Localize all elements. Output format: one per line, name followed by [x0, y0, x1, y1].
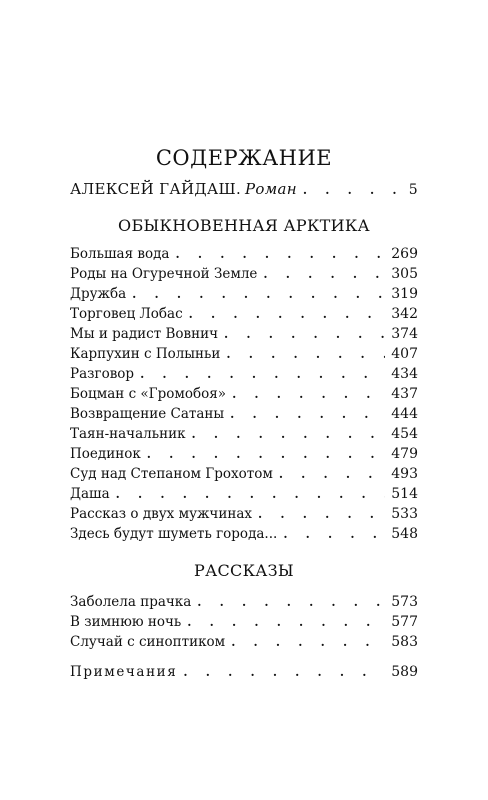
toc-entry-notes	[70, 664, 418, 684]
leader-dots	[279, 467, 385, 481]
entry-title: В зимнюю ночь	[70, 614, 182, 630]
section-title-stories: РАССКАЗЫ	[194, 561, 294, 580]
leader-dots	[231, 635, 385, 649]
leader-dots	[197, 595, 385, 609]
page-number: 319	[391, 286, 418, 302]
entry-title: АЛЕКСЕЙ ГАЙДАШ.	[70, 180, 242, 198]
toc-entry	[70, 406, 418, 426]
toc-entry	[70, 286, 418, 306]
page-number: 514	[391, 486, 418, 502]
page-number: 342	[391, 306, 418, 322]
leader-dots	[224, 327, 385, 341]
page-number: 589	[391, 664, 418, 680]
leader-dots	[189, 307, 386, 321]
page-number: 548	[391, 526, 418, 542]
page-number: 444	[391, 406, 418, 422]
page-number: 583	[391, 634, 418, 650]
leader-dots	[116, 487, 386, 501]
leader-dots	[230, 407, 385, 421]
toc-entry-main	[70, 180, 418, 200]
toc-entry	[70, 426, 418, 446]
toc-entry	[70, 346, 418, 366]
leader-dots	[187, 615, 385, 629]
toc-entry	[70, 246, 418, 266]
entry-title: Здесь будут шуметь города...	[70, 526, 278, 542]
entry-title: Карпухин с Полыньи	[70, 346, 221, 362]
toc-entry	[70, 326, 418, 346]
page-number: 577	[391, 614, 418, 630]
toc-entry	[70, 506, 418, 526]
page-number: 269	[391, 246, 418, 262]
entry-title: Роды на Огуречной Земле	[70, 266, 258, 282]
section-title-arctic: ОБЫКНОВЕННАЯ АРКТИКА	[118, 216, 370, 235]
page-number: 374	[391, 326, 418, 342]
leader-dots	[147, 447, 386, 461]
entry-title: Таян-начальник	[70, 426, 186, 442]
entry-title: Рассказ о двух мужчинах	[70, 506, 253, 522]
toc-title: СОДЕРЖАНИЕ	[155, 146, 333, 170]
page-number: 454	[391, 426, 418, 442]
entry-title: Заболела прачка	[70, 594, 192, 610]
entry-title: Дружба	[70, 286, 127, 302]
entry-title: Даша	[70, 486, 110, 502]
leader-dots	[140, 367, 385, 381]
leader-dots	[283, 527, 385, 541]
entry-title: Суд над Степаном Грохотом	[70, 466, 273, 482]
page-number: 573	[391, 594, 418, 610]
page-number: 533	[391, 506, 418, 522]
toc-entry	[70, 266, 418, 286]
entry-title: Поединок	[70, 446, 141, 462]
page-number: 493	[391, 466, 418, 482]
toc-entry	[70, 446, 418, 466]
leader-dots	[226, 347, 385, 361]
entry-title: Боцман с «Громобоя»	[70, 386, 227, 402]
entry-title: Торговец Лобас	[70, 306, 183, 322]
leader-dots	[132, 287, 385, 301]
entry-title: Случай с синоптиком	[70, 634, 226, 650]
leader-dots	[192, 427, 386, 441]
page-number: 437	[391, 386, 418, 402]
leader-dots	[258, 507, 385, 521]
entry-title: Разговор	[70, 366, 135, 382]
leader-dots	[263, 267, 385, 281]
leader-dots	[175, 247, 385, 261]
entry-note: Роман	[245, 180, 297, 198]
toc-entry	[70, 386, 418, 406]
entry-title: Большая вода	[70, 246, 170, 262]
page-number: 5	[408, 182, 418, 198]
page-number: 434	[391, 366, 418, 382]
entry-title: Примечания	[70, 664, 178, 680]
leader-dots	[232, 387, 385, 401]
page-number: 407	[391, 346, 418, 362]
toc-entry	[70, 366, 418, 386]
entry-title: Возвращение Сатаны	[70, 406, 225, 422]
toc-entry	[70, 634, 418, 654]
toc-entry	[70, 486, 418, 506]
toc-entry	[70, 466, 418, 486]
page-number: 479	[391, 446, 418, 462]
leader-dots	[183, 665, 385, 679]
entry-title: Мы и радист Вовнич	[70, 326, 219, 342]
page-number: 305	[391, 266, 418, 282]
toc-entry	[70, 594, 418, 614]
leader-dots	[303, 183, 403, 197]
toc-entry	[70, 614, 418, 634]
toc-entry	[70, 306, 418, 326]
toc-entry	[70, 526, 418, 546]
